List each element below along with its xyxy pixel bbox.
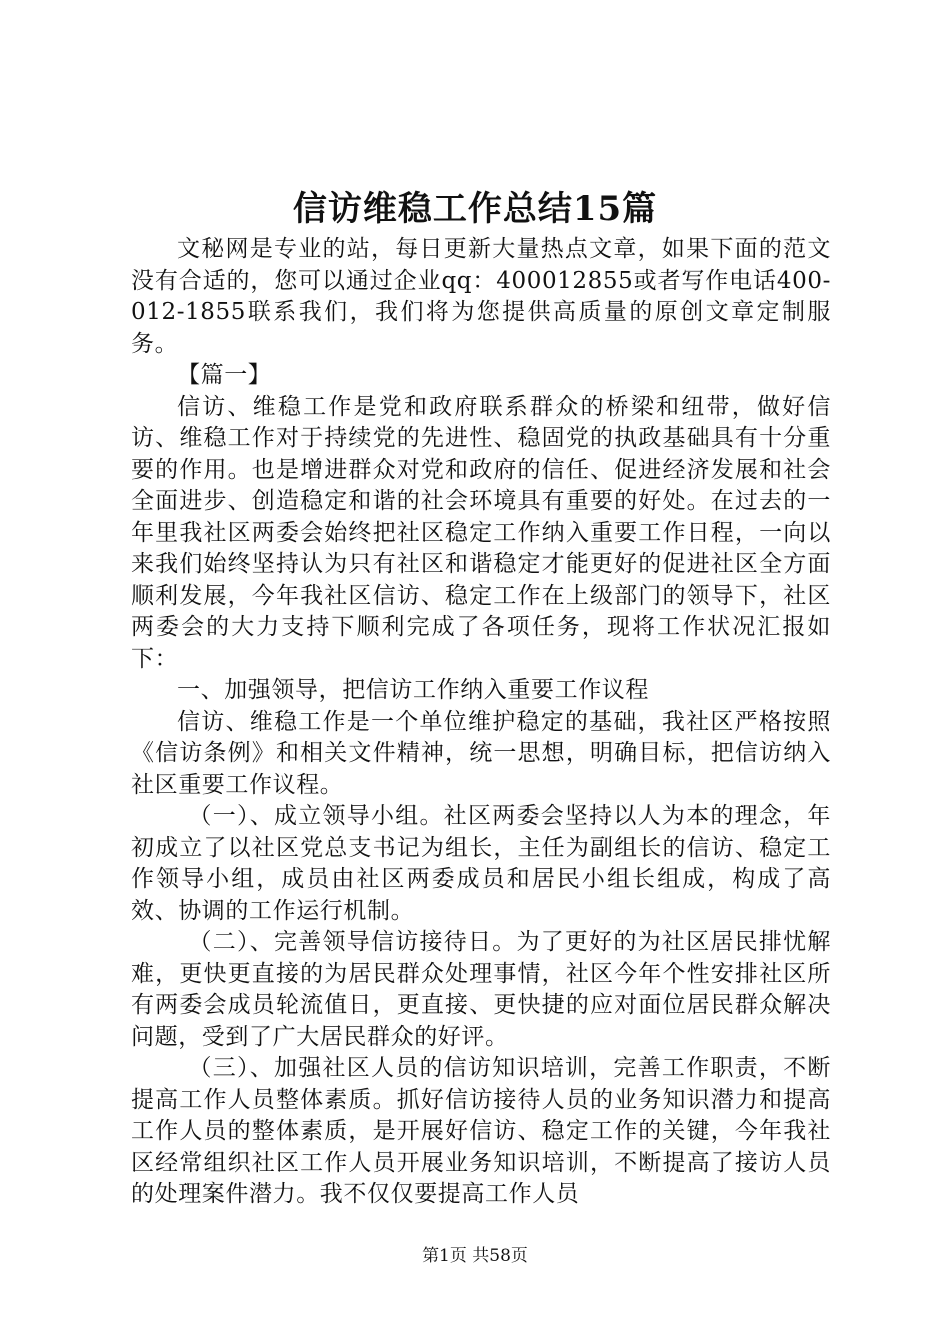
body-paragraph: （三）、加强社区人员的信访知识培训，完善工作职责，不断提高工作人员整体素质。抓好信访接待人员的业务知识潜力和提高工作人员的整体素质，是开展好信访、稳定工作的关键，今年我社区经常组织社区工作人员开展业务知识培训，不断提高了接访人员的处理案件潜力。我不仅仅要提高工作人员 (131, 1055, 831, 1207)
intro-paragraph: 文秘网是专业的站，每日更新大量热点文章，如果下面的范文没有合适的，您可以通过企业qq：400012855或者写作电话400-012-1855联系我们，我们将为您提供高质量的原创文章定制服务。 (131, 236, 831, 357)
section-heading: 【篇一】 (177, 362, 272, 388)
page-number-footer: 第1页 共58页 (422, 1246, 528, 1266)
body-paragraph: （一）、成立领导小组。社区两委会坚持以人为本的理念，年初成立了以社区党总支书记为组长，主任为副组长的信访、稳定工作领导小组，成员由社区两委成员和居民小组长组成，构成了高效、协调的工作运行机制。 (131, 803, 831, 924)
body-paragraph: 信访、维稳工作是党和政府联系群众的桥梁和纽带，做好信访、维稳工作对于持续党的先进性、稳固党的执政基础具有十分重要的作用。也是增进群众对党和政府的信任、促进经济发展和社会全面进步、创造稳定和谐的社会环境具有重要的好处。在过去的一年里我社区两委会始终把社区稳定工作纳入重要工作日程，一向以来我们始终坚持认为只有社区和谐稳定才能更好的促进社区全方面顺利发展，今年我社区信访、稳定工作在上级部门的领导下，社区两委会的大力支持下顺利完成了各项任务，现将工作状况汇报如下： (131, 393, 831, 672)
subsection-heading: 一、加强领导，把信访工作纳入重要工作议程 (177, 677, 649, 703)
document-body (131, 234, 831, 1211)
body-paragraph: （二）、完善领导信访接待日。为了更好的为社区居民排忧解难，更快更直接的为居民群众处理事情，社区今年个性安排社区所有两委会成员轮流值日，更直接、更快捷的应对面位居民群众解决问题，受到了广大居民群众的好评。 (131, 929, 831, 1050)
body-paragraph: 信访、维稳工作是一个单位维护稳定的基础，我社区严格按照《信访条例》和相关文件精神，统一思想，明确目标，把信访纳入社区重要工作议程。 (131, 708, 831, 798)
document-title: 信访维稳工作总结15篇 (292, 189, 658, 229)
